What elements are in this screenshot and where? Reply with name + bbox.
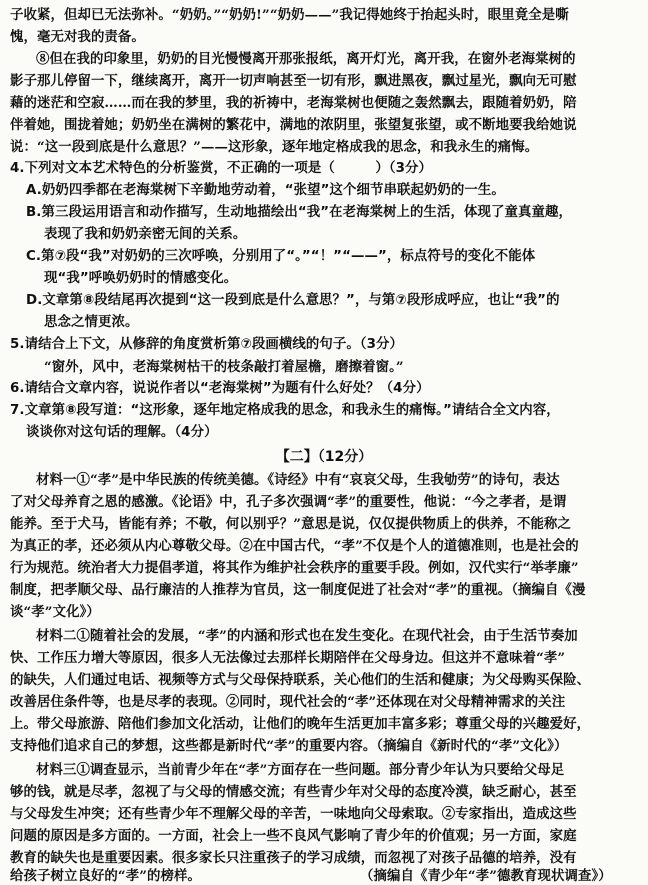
- question-4-option-c: C.第⑦段“我”对奶奶的三次呼唤，分别用了“。”“！”“——”，标点符号的变化不能体: [26, 249, 536, 264]
- question-4-option-b-cont: 表现了我和奶奶亲密无间的关系。: [44, 227, 247, 242]
- material-2-line: 支持他们追求自己的梦想，这些都是新时代“孝”的重要内容。（摘编自《新时代的“孝”文化》）: [10, 738, 568, 754]
- paragraph-8-line: ⑧但在我的印象里，奶奶的目光慢慢离开那张报纸，离开灯光，离开我，在窗外老海棠树的: [36, 51, 576, 67]
- material-1-line: 为真正的孝，还必须从内心尊敬父母。②在中国古代，“孝”不仅是个人的道德准则，也是社会的: [10, 538, 579, 554]
- material-2-line: 上。带父母旅游、陪他们参加文化活动，让他们的晚年生活更加丰富多彩；尊重父母的兴趣爱好，: [10, 716, 591, 732]
- material-2-line: 快、工作压力增大等原因，很多人无法像过去那样长期陪伴在父母身边。但这并不意味着“孝”: [10, 650, 566, 666]
- material-3-line: 与父母发生冲突；还有些青少年不理解父母的辛苦，一味地向父母索取。②专家指出，造成这些: [10, 806, 577, 822]
- material-1-line: 能养。至于犬马，皆能有养；不敬，何以别乎？”意思是说，仅仅提供物质上的供养，不能称之: [10, 516, 571, 532]
- question-4-stem: 4.下列对文本艺术特色的分析鉴赏，不正确的一项是（ ）（3分）: [10, 161, 433, 176]
- question-4-option-b: B.第三段运用语言和动作描写，生动地描绘出“我”在老海棠树上的生活，体现了童真童趣，: [26, 205, 572, 220]
- question-4-option-d-cont: 思念之情更浓。: [44, 315, 139, 330]
- material-3-line: 够的钱，就是尽孝，忽视了与父母的情感交流；有些青少年对父母的态度冷漠，缺乏耐心，甚至: [10, 784, 577, 800]
- passage-line: 子收紧，但却已无法弥补。“奶奶。”“奶奶!”“奶奶——”我记得她终于抬起头时，眼里竟全是嘶: [10, 7, 569, 23]
- material-2-line: 材料二①随着社会的发展，“孝”的内涵和形式也在发生变化。在现代社会，由于生活节奏加: [36, 628, 578, 644]
- paragraph-8-line: 伴着她，围拢着她；奶奶坐在满树的繁花中，满地的浓阴里，张望复张望，或不断地要我给她说: [10, 117, 577, 133]
- paragraph-8-line: 说：“这一段到底是什么意思？”——这形象，逐年地定格成我的思念，和我永生的痛悔。: [10, 139, 539, 155]
- material-2-line: 的缺失，人们通过电话、视频等方式与父母保持联系，关心他们的生活和健康；为父母购买保险、: [10, 672, 591, 688]
- question-4-option-a: A.奶奶四季都在老海棠树下辛勤地劳动着，“张望”这个细节串联起奶奶的一生。: [26, 183, 505, 198]
- material-1-line: 材料一①“孝”是中华民族的传统美德。《诗经》中有“哀哀父母，生我劬劳”的诗句，表达: [36, 472, 560, 488]
- question-7-stem-cont: 谈谈你对这句话的理解。（4分）: [26, 425, 218, 440]
- question-4-option-c-cont: 现“我”呼唤奶奶时的情感变化。: [44, 271, 238, 286]
- paragraph-8-line: 影子那儿停留一下，继续离开，离开一切声响甚至一切有形，飘进黑夜，飘过星光，飘向无可慰: [10, 73, 577, 89]
- question-6-stem: 6.请结合文章内容，说说作者以“老海棠树”为题有什么好处？（4分）: [10, 381, 430, 396]
- material-3-line: 给孩子树立良好的“孝”的榜样。: [10, 868, 201, 884]
- material-1-line: 了对父母养育之恩的感激。《论语》中，孔子多次强调“孝”的重要性，他说：“今之孝者，是谓: [10, 494, 567, 510]
- material-3-line: 教育的缺失也是重要因素。很多家长只注重孩子的学习成绩，而忽视了对孩子品德的培养，没有: [10, 850, 577, 866]
- paragraph-8-line: 藉的迷茫和空寂……而在我的梦里，我的祈祷中，老海棠树也便随之轰然飘去，跟随着奶奶，陪: [10, 95, 577, 111]
- material-1-line: 行为规范。统治者大力提倡孝道，将其作为维护社会秩序的重要手段。例如，汉代实行“举孝廉”: [10, 560, 579, 576]
- passage-line: 愧，毫无对我的责备。: [10, 29, 145, 45]
- material-3-source: （摘编自《青少年“孝”德教育现状调查》）: [360, 868, 612, 884]
- section-2-heading: 【二】（12分）: [275, 449, 373, 465]
- question-7-stem: 7.文章第⑧段写道：“这形象，逐年地定格成我的思念，和我永生的痛悔。”请结合全文内容，: [10, 403, 560, 418]
- material-3-line: 问题的原因是多方面的。一方面，社会上一些不良风气影响了青少年的价值观；另一方面，家庭: [10, 828, 577, 844]
- material-1-line: 制度，把孝顺父母、品行廉洁的人推荐为官员，这一制度促进了社会对“孝”的重视。（摘编自《漫: [10, 582, 586, 598]
- question-5-stem: 5.请结合上下文，从修辞的角度赏析第⑦段画横线的句子。（3分）: [10, 337, 404, 352]
- material-3-line: 材料三①调查显示，当前青少年在“孝”方面存在一些问题。部分青少年认为只要给父母足: [36, 762, 565, 778]
- question-5-quote: “窗外，风中，老海棠树枯干的枝条敲打着屋檐，磨擦着窗。”: [44, 359, 404, 375]
- material-2-line: 改善居住条件等，也是尽孝的表现。②同时，现代社会的“孝”还体现在对父母精神需求的关注: [10, 694, 566, 710]
- material-1-line: 谈“孝”文化》）: [10, 604, 100, 620]
- question-4-option-d: D.文章第⑧段结尾再次提到“这一段到底是什么意思？”，与第⑦段形成呼应，也让“我”的: [26, 293, 560, 308]
